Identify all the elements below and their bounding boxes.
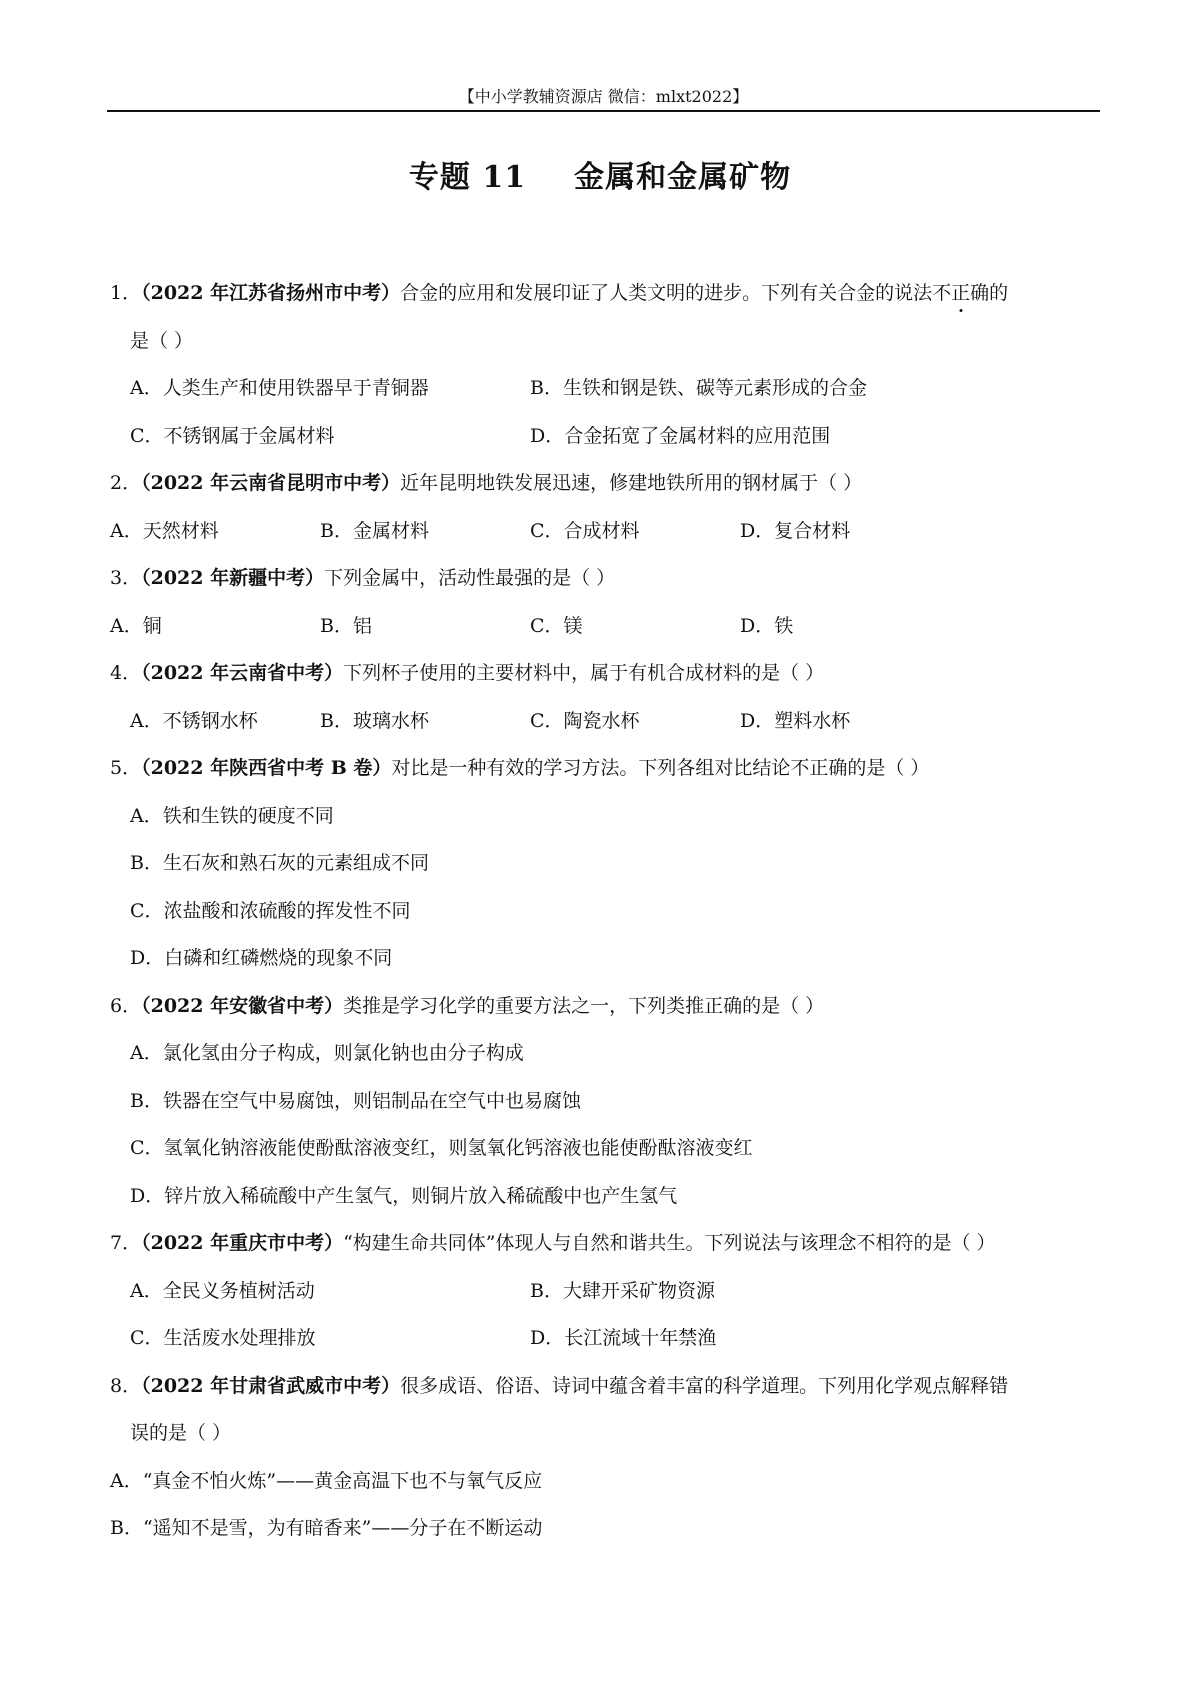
option-b: B．生铁和钢是铁、碳等元素形成的合金 — [530, 377, 867, 399]
question-source: （2022 年甘肃省武威市中考） — [141, 1374, 401, 1397]
header-rule — [107, 110, 1100, 112]
question-4-stem: 4．（2022 年云南省中考）下列杯子使用的主要材料中，属于有机合成材料的是（ ） — [110, 662, 825, 684]
option-b: B．金属材料 — [320, 519, 429, 542]
question-source: （2022 年陕西省中考 B 卷） — [141, 757, 392, 779]
question-8-stem: 8．（2022 年甘肃省武威市中考）很多成语、俗语、诗词中蕴含着丰富的科学道理。下列用化学观点解释错 — [110, 1374, 1009, 1397]
question-source: （2022 年新疆中考） — [141, 567, 325, 589]
question-6-stem: 6．（2022 年安徽省中考）类推是学习化学的重要方法之一，下列类推正确的是（ ） — [110, 994, 825, 1017]
option-c: C．浓盐酸和浓硫酸的挥发性不同 — [130, 899, 411, 922]
emphasis-dot: 正 — [951, 270, 970, 318]
option-c: C．合成材料 — [530, 519, 640, 542]
question-1-options-row1 — [110, 365, 1100, 413]
option-b: B．铝 — [320, 614, 372, 637]
option-a: A．氯化氢由分子构成，则氯化钠也由分子构成 — [130, 1042, 524, 1064]
option-b: B．玻璃水杯 — [320, 709, 429, 732]
option-c: C．氢氧化钠溶液能使酚酞溶液变红，则氢氧化钙溶液也能使酚酞溶液变红 — [130, 1137, 753, 1159]
question-source: （2022 年云南省中考） — [141, 662, 344, 684]
question-source: （2022 年江苏省扬州市中考） — [141, 282, 401, 304]
page-title — [0, 152, 1200, 196]
question-1-stem-cont: 是（ ） — [130, 329, 194, 352]
option-a: A．全民义务植树活动 — [130, 1279, 315, 1302]
title-topic-number: 专题 11 — [408, 160, 527, 195]
question-7-options-row1 — [110, 1268, 1100, 1316]
option-d: D．合金拓宽了金属材料的应用范围 — [530, 424, 831, 447]
option-a: A．不锈钢水杯 — [130, 709, 258, 732]
option-a: A．铁和生铁的硬度不同 — [130, 804, 334, 827]
option-d: D．长江流域十年禁渔 — [530, 1327, 717, 1349]
option-b: B．“遥知不是雪，为有暗香来”——分子在不断运动 — [110, 1517, 543, 1539]
option-b: B．大肆开采矿物资源 — [530, 1279, 715, 1302]
option-d: D．白磷和红磷燃烧的现象不同 — [130, 947, 393, 969]
option-c: C．不锈钢属于金属材料 — [130, 424, 335, 447]
option-a: A．天然材料 — [110, 519, 219, 542]
question-4-options — [110, 698, 1100, 746]
question-3-stem: 3．（2022 年新疆中考）下列金属中，活动性最强的是（ ） — [110, 567, 616, 589]
question-5-stem: 5．（2022 年陕西省中考 B 卷）对比是一种有效的学习方法。下列各组对比结论不正确的是（ ） — [110, 757, 930, 779]
question-7-options-row2 — [110, 1315, 1100, 1363]
question-8-stem-cont: 误的是（ ） — [130, 1422, 232, 1444]
option-b: B．铁器在空气中易腐蚀，则铝制品在空气中也易腐蚀 — [130, 1089, 581, 1112]
question-7-stem: 7．（2022 年重庆市中考）“构建生命共同体”体现人与自然和谐共生。下列说法与该理念不相符的是（ ） — [110, 1232, 996, 1254]
question-1-stem: 1．（2022 年江苏省扬州市中考）合金的应用和发展印证了人类文明的进步。下列有关合金的说法不正确的 — [110, 270, 1100, 318]
option-d: D．塑料水杯 — [740, 709, 851, 732]
title-topic-name: 金属和金属矿物 — [574, 160, 792, 195]
option-a: A．人类生产和使用铁器早于青铜器 — [130, 377, 429, 399]
option-a: A．“真金不怕火炼”——黄金高温下也不与氧气反应 — [110, 1469, 543, 1492]
option-d: D．复合材料 — [740, 519, 851, 542]
option-c: C．生活废水处理排放 — [130, 1327, 316, 1349]
question-list — [110, 270, 1100, 1553]
question-3-options — [110, 603, 1100, 651]
option-d: D．锌片放入稀硫酸中产生氢气，则铜片放入稀硫酸中也产生氢气 — [130, 1184, 678, 1207]
question-2-stem: 2．（2022 年云南省昆明市中考）近年昆明地铁发展迅速，修建地铁所用的钢材属于（ ） — [110, 472, 863, 494]
option-c: C．镁 — [530, 614, 583, 637]
option-c: C．陶瓷水杯 — [530, 709, 640, 732]
option-b: B．生石灰和熟石灰的元素组成不同 — [130, 852, 429, 874]
question-source: （2022 年安徽省中考） — [141, 994, 344, 1017]
option-a: A．铜 — [110, 614, 162, 637]
question-2-options — [110, 508, 1100, 556]
page-header: 【中小学教辅资源店 微信：mlxt2022】 — [458, 87, 749, 106]
question-source: （2022 年重庆市中考） — [141, 1232, 344, 1254]
question-source: （2022 年云南省昆明市中考） — [141, 472, 401, 494]
option-d: D．铁 — [740, 614, 794, 637]
question-1-options-row2 — [110, 413, 1100, 461]
